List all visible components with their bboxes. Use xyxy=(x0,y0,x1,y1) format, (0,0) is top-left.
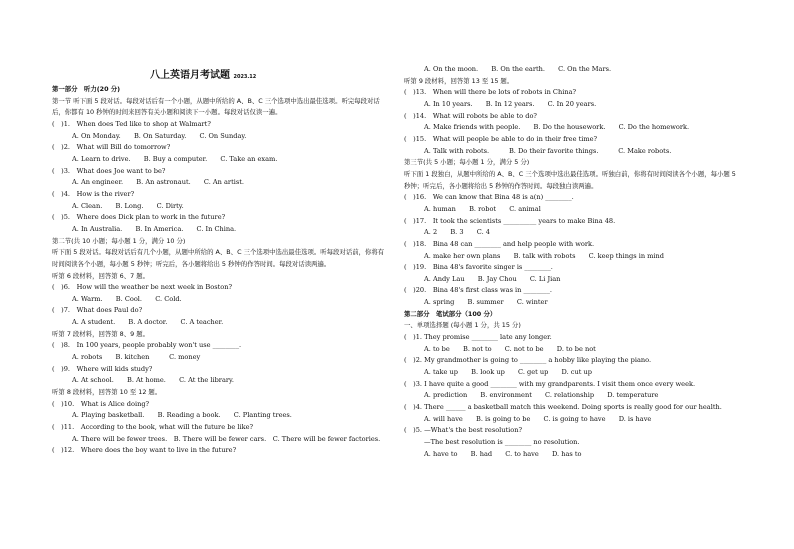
instruction-text: 听第 8 段材料，回答第 10 至 12 题。 xyxy=(52,388,162,397)
answer-options: A. Playing basketball. B. Reading a book. C. Planting trees. xyxy=(72,411,292,420)
question-stem: ( )5. Where does Dick plan to work in the future? xyxy=(52,213,226,222)
question-stem: ( )20. Bina 48's first class was in ________. xyxy=(404,286,552,295)
right-column xyxy=(404,64,744,460)
question-stem: ( )17. It took the scientists __________ years to make Bina 48. xyxy=(404,216,616,225)
question-stem: ( )3. What does Joe want to be? xyxy=(52,166,166,175)
question-stem: ( )9. Where will kids study? xyxy=(52,364,153,373)
left-column xyxy=(52,84,390,457)
answer-options: A. There will be fewer trees. B. There will be fewer cars. C. There will be fewer factories. xyxy=(72,434,381,443)
question-stem: ( )19. Bina 48's favorite singer is ________. xyxy=(404,263,553,272)
answer-options: A. prediction B. environment C. relationship D. temperature xyxy=(424,391,659,400)
answer-options: A. have to B. had C. to have D. has to xyxy=(424,449,582,458)
answer-options: A. Warm. B. Cool. C. Cold. xyxy=(72,294,182,303)
answer-options: A. human B. robot C. animal xyxy=(424,204,541,213)
question-stem: ( )15. What will people be able to do in their free time? xyxy=(404,134,598,143)
page-title xyxy=(150,66,350,81)
section-heading: 第一部分 听力(20 分) xyxy=(52,85,121,93)
question-stem: ( )1. When does Ted like to shop at Walmart? xyxy=(52,119,211,128)
answer-options: A. Make friends with people. B. Do the housework. C. Do the homework. xyxy=(424,123,690,132)
question-stem: ( )5. —What's the best resolution? xyxy=(404,426,523,435)
question-stem: ( )12. Where does the boy want to live in the future? xyxy=(52,446,237,455)
question-stem: ( )3. I have quite a good ________ with my grandparents. I visit them once every week. xyxy=(404,379,696,388)
section-heading: 第二部分 笔试部分（100 分） xyxy=(404,309,497,318)
answer-options: A. Clean. B. Long. C. Dirty. xyxy=(72,201,184,210)
answer-options: A. Talk with robots. B. Do their favorite things. C. Make robots. xyxy=(424,146,672,155)
instruction-text: 第三节(共 5 小题；每小题 1 分，满分 5 分) xyxy=(404,158,530,167)
answer-options: A. take up B. look up C. get up D. cut up xyxy=(424,368,592,377)
answer-options: A. Learn to drive. B. Buy a computer. C. Take an exam. xyxy=(72,154,278,163)
answer-options: A. Andy Lau B. Jay Chou C. Li Jian xyxy=(424,274,561,283)
answer-options: A. On Monday. B. On Saturday. C. On Sunday. xyxy=(72,131,247,140)
question-stem: ( )10. What is Alice doing? xyxy=(52,399,150,408)
question-stem: ( )4. How is the river? xyxy=(52,189,135,198)
answer-options: A. In 10 years. B. In 12 years. C. In 20 years. xyxy=(424,99,597,108)
answer-options: A. In Australia. B. In America. C. In China. xyxy=(72,224,237,233)
answer-options: A. An engineer. B. An astronaut. C. An artist. xyxy=(72,178,244,187)
question-stem: ( )16. We can know that Bina 48 is a(n) ________. xyxy=(404,193,574,202)
instruction-text: 第一节 听下面 5 段对话。每段对话后有一个小题，从题中所给的 A、B、C 三个选项中选出最佳选项。听完每段对话后，你都有 10 秒钟的时间来回答有关小题和阅读下一小题。每段对话仅读一遍。 xyxy=(52,96,380,117)
question-stem: ( )8. In 100 years, people probably won't use ________. xyxy=(52,341,242,350)
answer-options: A. On the moon. B. On the earth. C. On the Mars. xyxy=(424,65,612,73)
question-stem: ( )7. What does Paul do? xyxy=(52,306,143,315)
instruction-text: 听第 7 段材料，回答第 8、9 题。 xyxy=(52,329,150,338)
question-stem: ( )2. What will Bill do tomorrow? xyxy=(52,143,171,152)
question-stem: ( )14. What will robots be able to do? xyxy=(404,111,537,120)
answer-options: A. A student. B. A doctor. C. A teacher. xyxy=(72,318,224,327)
title-text: 八上英语月考试题 xyxy=(150,70,230,81)
answer-options: A. spring B. summer C. winter xyxy=(424,298,548,307)
title-date: 2023.12 xyxy=(233,74,257,80)
answer-options: A. At school. B. At home. C. At the library. xyxy=(72,376,234,385)
instruction-text: 一、单项选择题 (每小题 1 分，共 15 分) xyxy=(404,321,521,330)
question-stem: ( )6. How will the weather be next week in Boston? xyxy=(52,283,232,292)
answer-options: A. to be B. not to C. not to be D. to be not xyxy=(424,344,596,353)
question-stem: ( )13. When will there be lots of robots in China? xyxy=(404,88,577,97)
answer-options: —The best resolution is ________ no resolution. xyxy=(424,438,580,446)
instruction-text: 听下面 1 段独白，从题中所给的 A、B、C 三个选项中选出最佳选项。听独白前，你将有时间阅读各个小题，每小题 5 秒钟；听完后，各小题将给出 5 秒钟的作答时间。每段独白读两遍。 xyxy=(404,169,736,190)
question-stem: ( )1. They promise ________ late any longer. xyxy=(404,333,552,342)
answer-options: A. make her own plans B. talk with robots C. keep things in mind xyxy=(424,251,665,260)
answer-options: A. robots B. kitchen C. money xyxy=(72,353,201,362)
answer-options: A. will have B. is going to be C. is going to have D. is have xyxy=(424,414,652,423)
instruction-text: 听下面 5 段对话。每段对话后有几个小题，从题中所给的 A、B、C 三个选项中选出最佳选项。听每段对话前，你将有时间阅读各个小题，每小题 5 秒钟；听完后，各小题将给出 5 秒钟的作答时间。每段对话读两遍。 xyxy=(52,248,385,268)
question-stem: ( )2. My grandmother is going to ________ a hobby like playing the piano. xyxy=(404,356,652,365)
question-stem: ( )18. Bina 48 can ________ and help people with work. xyxy=(404,239,595,248)
question-stem: ( )11. According to the book, what will the future be like? xyxy=(52,423,254,432)
question-stem: ( )4. There ______ a basketball match this weekend. Doing sports is really good for our health. xyxy=(404,403,722,412)
instruction-text: 第二节(共 10 小题；每小题 1 分，满分 10 分) xyxy=(52,236,186,245)
instruction-text: 听第 9 段材料，回答第 13 至 15 题。 xyxy=(404,76,514,85)
answer-options: A. 2 B. 3 C. 4 xyxy=(424,228,490,237)
instruction-text: 听第 6 段材料，回答第 6、7 题。 xyxy=(52,271,150,280)
